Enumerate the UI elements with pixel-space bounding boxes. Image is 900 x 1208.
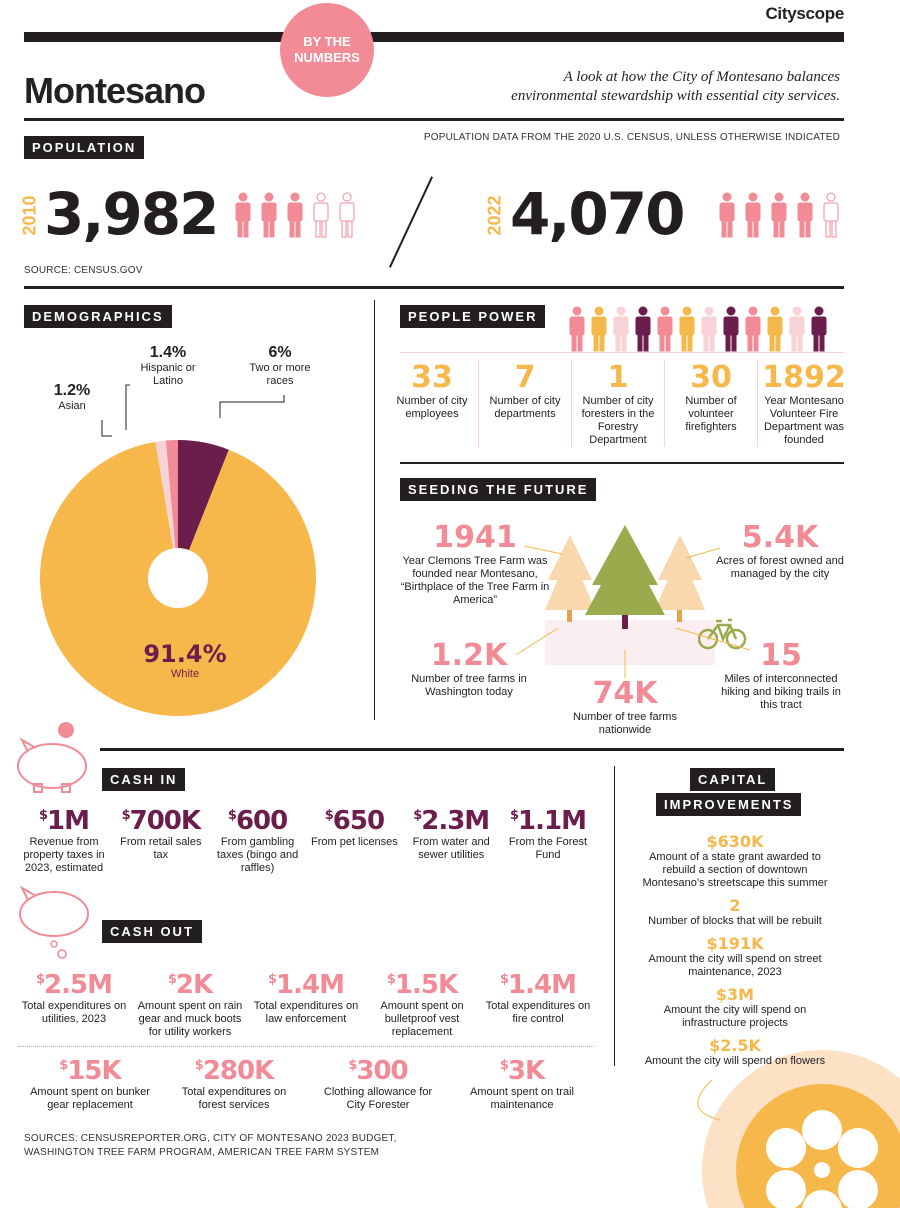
amount: $1.5K xyxy=(386,970,458,1000)
stat-caption: Number of city employees xyxy=(396,395,468,420)
amount-value: 2.3M xyxy=(421,806,490,836)
money-item xyxy=(18,806,110,875)
amount-value: 2.5M xyxy=(44,970,112,1000)
amount-caption: From water and sewer utilities xyxy=(412,836,490,861)
amount-caption: Amount spent on bulletproof vest replacement xyxy=(380,1000,464,1038)
capital-caption: Number of blocks that will be rebuilt xyxy=(648,915,822,927)
person-icon xyxy=(822,192,840,238)
person-icon xyxy=(766,306,784,352)
amount-caption: Total expenditures on law enforcement xyxy=(253,1000,359,1025)
amount-value: 700K xyxy=(129,806,201,836)
amount-value: 280K xyxy=(202,1056,274,1086)
sources-line2: WASHINGTON TREE FARM PROGRAM, AMERICAN TREE FARM SYSTEM xyxy=(24,1147,380,1158)
money-item xyxy=(458,1056,586,1112)
rule xyxy=(400,462,844,464)
amount: $700K xyxy=(121,806,201,836)
stat-number: 1 xyxy=(607,360,629,395)
person-icon xyxy=(718,192,736,238)
population-label: POPULATION xyxy=(24,136,144,159)
two-races-label: Two or more races xyxy=(249,362,311,387)
capital-caption: Amount the city will spend on flowers xyxy=(644,1055,826,1067)
seed-trails-text: Miles of interconnected hiking and biking trails in this tract xyxy=(721,673,841,711)
capital-label-1: CAPITAL xyxy=(690,768,775,791)
badge-line2: NUMBERS xyxy=(294,50,360,65)
page-subtitle: A look at how the City of Montesano balances environmental stewardship with essential city services. xyxy=(511,69,840,104)
amount: $3K xyxy=(499,1056,545,1086)
person-icon xyxy=(286,192,304,238)
hispanic-label: Hispanic or Latino xyxy=(140,362,196,387)
capital-item xyxy=(640,985,830,1030)
seed-national-num: 74K xyxy=(592,676,658,711)
capital-list xyxy=(640,832,830,1074)
dotted-divider xyxy=(18,1046,594,1047)
amount-caption: Revenue from property taxes in 2023, estimated xyxy=(23,836,105,874)
amount-caption: From the Forest Fund xyxy=(508,836,588,861)
population-source: SOURCE: CENSUS.GOV xyxy=(24,265,143,276)
page-title: Montesano xyxy=(24,70,206,111)
money-item xyxy=(18,970,130,1039)
person-icon xyxy=(260,192,278,238)
person-icon xyxy=(796,192,814,238)
person-icon xyxy=(312,192,330,238)
amount: $15K xyxy=(59,1056,121,1086)
amount-value: 300 xyxy=(356,1056,408,1086)
capital-amount: $3M xyxy=(715,985,755,1004)
person-icon xyxy=(656,306,674,352)
person-icon xyxy=(744,306,762,352)
white-pct: 91.4% xyxy=(143,640,227,668)
person-icon xyxy=(338,192,356,238)
population-2010: 3,982 xyxy=(44,180,218,248)
stat-caption: Number of city foresters in the Forestry Department xyxy=(581,395,655,446)
stat-number: 1892 xyxy=(762,360,846,395)
amount-value: 15K xyxy=(67,1056,121,1086)
empty-piggy-bank-icon xyxy=(10,880,96,960)
capital-amount: $191K xyxy=(706,934,764,953)
amount-caption: Clothing allowance for City Forester xyxy=(323,1086,433,1111)
money-item xyxy=(212,806,304,875)
top-rule xyxy=(24,32,844,42)
capital-amount: $2.5K xyxy=(709,1036,761,1055)
amount-value: 1.1M xyxy=(518,806,586,836)
people-power-icons xyxy=(568,306,832,357)
white-label: White xyxy=(170,668,200,680)
amount-caption: Amount spent on bunker gear replacement xyxy=(30,1086,150,1111)
cash-in-list xyxy=(18,806,594,875)
amount: $2.5M xyxy=(36,970,112,1000)
amount: $2K xyxy=(167,970,213,1000)
amount-caption: Total expenditures on utilities, 2023 xyxy=(21,1000,127,1025)
amount: $1.4M xyxy=(500,970,576,1000)
hispanic-pct: 1.4% xyxy=(149,344,187,361)
person-icon xyxy=(634,306,652,352)
money-item xyxy=(482,970,594,1039)
person-icon xyxy=(234,192,252,238)
capital-amount: 2 xyxy=(729,896,741,915)
money-item xyxy=(314,1056,442,1112)
brand-logo: Cityscope xyxy=(765,4,844,23)
person-icon xyxy=(568,306,586,352)
amount-caption: Total expenditures on forest services xyxy=(181,1086,287,1111)
money-item xyxy=(250,970,362,1039)
person-icon xyxy=(590,306,608,352)
person-icon xyxy=(770,192,788,238)
capital-label-2: IMPROVEMENTS xyxy=(656,793,801,816)
amount-value: 1.4M xyxy=(276,970,344,1000)
amount-value: 1.5K xyxy=(394,970,458,1000)
stat-caption: Number of volunteer firefighters xyxy=(685,395,737,433)
amount: $650 xyxy=(324,806,385,836)
cash-out-label: CASH OUT xyxy=(102,920,202,943)
person-icon xyxy=(722,306,740,352)
money-item xyxy=(170,1056,298,1112)
seed-trails-num: 15 xyxy=(760,638,802,673)
seed-national-text: Number of tree farms nationwide xyxy=(573,711,677,736)
sources-line1: SOURCES: CENSUSREPORTER.ORG, CITY OF MONTESANO 2023 BUDGET, xyxy=(24,1133,397,1144)
seed-1941-text: Year Clemons Tree Farm was founded near Montesano, “Birthplace of the Tree Farm in America” xyxy=(400,555,550,606)
cash-in-label: CASH IN xyxy=(102,768,185,791)
seed-1941-num: 1941 xyxy=(433,520,517,555)
population-note: POPULATION DATA FROM THE 2020 U.S. CENSUS, UNLESS OTHERWISE INDICATED xyxy=(423,132,840,143)
amount: $280K xyxy=(194,1056,274,1086)
stat-number: 30 xyxy=(690,360,732,395)
amount: $300 xyxy=(348,1056,408,1086)
person-icon xyxy=(700,306,718,352)
amount-value: 2K xyxy=(175,970,213,1000)
amount-caption: Total expenditures on fire control xyxy=(485,1000,591,1025)
sources xyxy=(24,1132,397,1160)
person-icon xyxy=(678,306,696,352)
people-icons-2010 xyxy=(234,192,364,243)
capital-amount: $630K xyxy=(706,832,764,851)
amount-value: 3K xyxy=(507,1056,545,1086)
seed-acres-text: Acres of forest owned and managed by the city xyxy=(716,555,844,580)
amount-value: 600 xyxy=(235,806,288,836)
capital-item xyxy=(640,1036,830,1068)
population-2022: 4,070 xyxy=(510,180,684,248)
amount-caption: From pet licenses xyxy=(310,836,398,848)
asian-pct: 1.2% xyxy=(53,382,91,399)
person-icon xyxy=(810,306,828,352)
vertical-divider xyxy=(374,300,375,720)
people-power-stat xyxy=(386,360,478,447)
two-races-pct: 6% xyxy=(268,344,292,361)
asian-label: Asian xyxy=(58,400,86,412)
person-icon xyxy=(788,306,806,352)
donut-hole xyxy=(148,548,208,608)
year-2010: 2010 xyxy=(19,195,40,236)
amount-value: 1M xyxy=(47,806,89,836)
people-power-stat xyxy=(664,360,757,447)
rule xyxy=(100,748,844,751)
amount: $1.4M xyxy=(268,970,344,1000)
amount: $1M xyxy=(38,806,89,836)
people-power-stat xyxy=(757,360,850,447)
amount-caption: Amount spent on rain gear and muck boots for utility workers xyxy=(137,1000,243,1038)
amount-caption: From gambling taxes (bingo and raffles) xyxy=(216,836,299,874)
seed-acres-num: 5.4K xyxy=(741,520,819,555)
seed-wa-text: Number of tree farms in Washington today xyxy=(411,673,527,698)
slash-divider xyxy=(389,176,433,267)
money-item xyxy=(26,1056,154,1112)
cash-out-row1 xyxy=(18,970,594,1039)
money-item xyxy=(366,970,478,1039)
people-icons-2022 xyxy=(718,192,848,243)
people-power-stat xyxy=(571,360,664,447)
amount: $1.1M xyxy=(509,806,586,836)
money-item xyxy=(308,806,400,875)
people-power-label: PEOPLE POWER xyxy=(400,305,545,328)
capital-caption: Amount the city will spend on infrastructure projects xyxy=(663,1004,807,1029)
capital-caption: Amount of a state grant awarded to rebuild a section of downtown Montesano’s streetscape this summer xyxy=(642,851,828,889)
rule xyxy=(24,118,844,121)
seeding-label: SEEDING THE FUTURE xyxy=(400,478,596,501)
rule xyxy=(24,286,844,289)
stat-number: 7 xyxy=(514,360,536,395)
vertical-divider xyxy=(614,766,615,1066)
cash-out-row2 xyxy=(18,1056,594,1112)
money-item xyxy=(405,806,497,875)
amount-value: 650 xyxy=(332,806,385,836)
people-power-stat xyxy=(478,360,571,447)
person-icon xyxy=(612,306,630,352)
amount-caption: Amount spent on trail maintenance xyxy=(470,1086,574,1111)
money-item xyxy=(115,806,207,875)
people-power-stats xyxy=(386,360,850,447)
amount-value: 1.4M xyxy=(508,970,576,1000)
by-the-numbers-badge xyxy=(280,3,374,97)
demographics-label: DEMOGRAPHICS xyxy=(24,305,172,328)
badge-line1: BY THE xyxy=(303,34,351,49)
amount: $2.3M xyxy=(413,806,490,836)
seed-wa-num: 1.2K xyxy=(430,638,508,673)
year-2022: 2022 xyxy=(484,195,505,236)
amount: $600 xyxy=(227,806,288,836)
person-icon xyxy=(744,192,762,238)
stat-number: 33 xyxy=(411,360,453,395)
capital-item xyxy=(640,832,830,890)
money-item xyxy=(502,806,594,875)
capital-caption: Amount the city will spend on street maintenance, 2023 xyxy=(648,953,822,978)
amount-caption: From retail sales tax xyxy=(120,836,202,861)
stat-caption: Number of city departments xyxy=(489,395,561,420)
money-item xyxy=(134,970,246,1039)
piggy-bank-icon xyxy=(10,720,96,794)
capital-item xyxy=(640,934,830,979)
stat-caption: Year Montesano Volunteer Fire Department was founded xyxy=(763,395,845,446)
capital-item xyxy=(640,896,830,928)
